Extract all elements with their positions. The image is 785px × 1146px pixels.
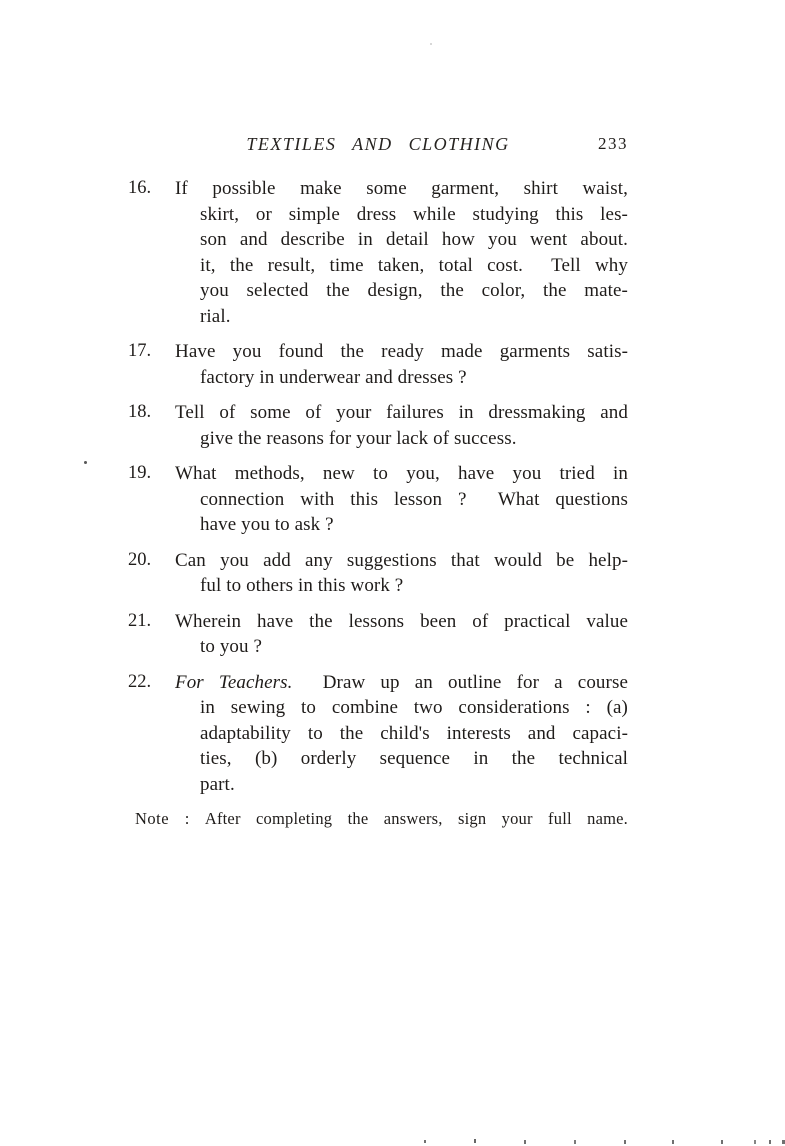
- text-line: Have you found the ready made garments satis-: [175, 341, 628, 362]
- item-number: 22.: [128, 671, 152, 692]
- scan-artifact: [84, 461, 87, 464]
- text-line: you selected the design, the color, the mate-: [200, 280, 628, 301]
- item-number: 17.: [128, 341, 152, 361]
- item-number: 19.: [128, 463, 152, 483]
- page-number: 233: [598, 134, 628, 153]
- item-text: [175, 609, 628, 660]
- text-line: Can you add any suggestions that would be help-: [175, 549, 628, 571]
- item-text: [175, 461, 628, 538]
- question-item-17: [128, 339, 628, 390]
- footnote-label: Note :: [135, 809, 190, 828]
- scan-artifact: [624, 1140, 626, 1144]
- text-line: What methods, new to you, have you tried in: [175, 463, 628, 484]
- page-header: [128, 132, 628, 156]
- question-item-22: [128, 670, 628, 798]
- text-line: in sewing to combine two considerations : (a): [200, 697, 628, 718]
- text-line: skirt, or simple dress while studying this les-: [200, 203, 628, 225]
- scan-artifact: [474, 1139, 476, 1143]
- text-line: it, the result, time taken, total cost. Tell why: [200, 254, 628, 276]
- scan-artifact: [721, 1140, 723, 1144]
- text-line: ful to others in this work ?: [200, 575, 404, 596]
- item-number: 18.: [128, 402, 152, 422]
- text-line: Wherein have the lessons been of practical value: [175, 610, 628, 632]
- scan-artifact: [524, 1140, 526, 1144]
- footnote: [128, 807, 628, 830]
- book-page: [128, 132, 628, 830]
- question-item-18: [128, 400, 628, 451]
- text-line: ties, (b) orderly sequence in the technical: [200, 748, 628, 769]
- question-item-20: [128, 548, 628, 599]
- question-item-19: [128, 461, 628, 538]
- italic-lead: For Teachers.: [175, 671, 293, 693]
- lead-rest: Draw up an outline for a course: [292, 671, 628, 693]
- text-line: adaptability to the child's interests and capaci-: [200, 722, 628, 744]
- text-line: give the reasons for your lack of success.: [200, 427, 517, 449]
- footnote-text: After completing the answers, sign your full name.: [204, 809, 628, 828]
- item-number: 20.: [128, 549, 152, 570]
- scan-artifact: [424, 1140, 426, 1143]
- question-item-16: [128, 176, 628, 329]
- text-line: rial.: [200, 305, 231, 327]
- running-head-title: TEXTILES AND CLOTHING: [246, 134, 510, 154]
- item-text: [175, 339, 628, 390]
- text-line: connection with this lesson ? What questions: [200, 488, 628, 510]
- text-line: Tell of some of your failures in dressmaking and: [175, 402, 628, 423]
- text-line: If possible make some garment, shirt waist,: [175, 178, 628, 199]
- item-text: [175, 400, 628, 451]
- question-item-21: [128, 609, 628, 660]
- text-line: [175, 670, 628, 696]
- scan-artifact: [754, 1140, 756, 1144]
- text-line: to you ?: [200, 636, 263, 657]
- item-number: 21.: [128, 610, 152, 631]
- scan-artifact: [769, 1140, 771, 1144]
- scan-artifact: [430, 43, 432, 45]
- text-line: factory in underwear and dresses ?: [200, 366, 467, 388]
- text-line: have you to ask ?: [200, 514, 334, 535]
- item-text: [175, 670, 628, 798]
- text-line: son and describe in detail how you went about.: [200, 229, 628, 250]
- scan-artifact: [574, 1140, 576, 1144]
- scan-artifact: [672, 1140, 674, 1144]
- item-text: [175, 176, 628, 329]
- item-number: 16.: [128, 178, 152, 198]
- text-line: part.: [200, 773, 235, 795]
- item-text: [175, 548, 628, 599]
